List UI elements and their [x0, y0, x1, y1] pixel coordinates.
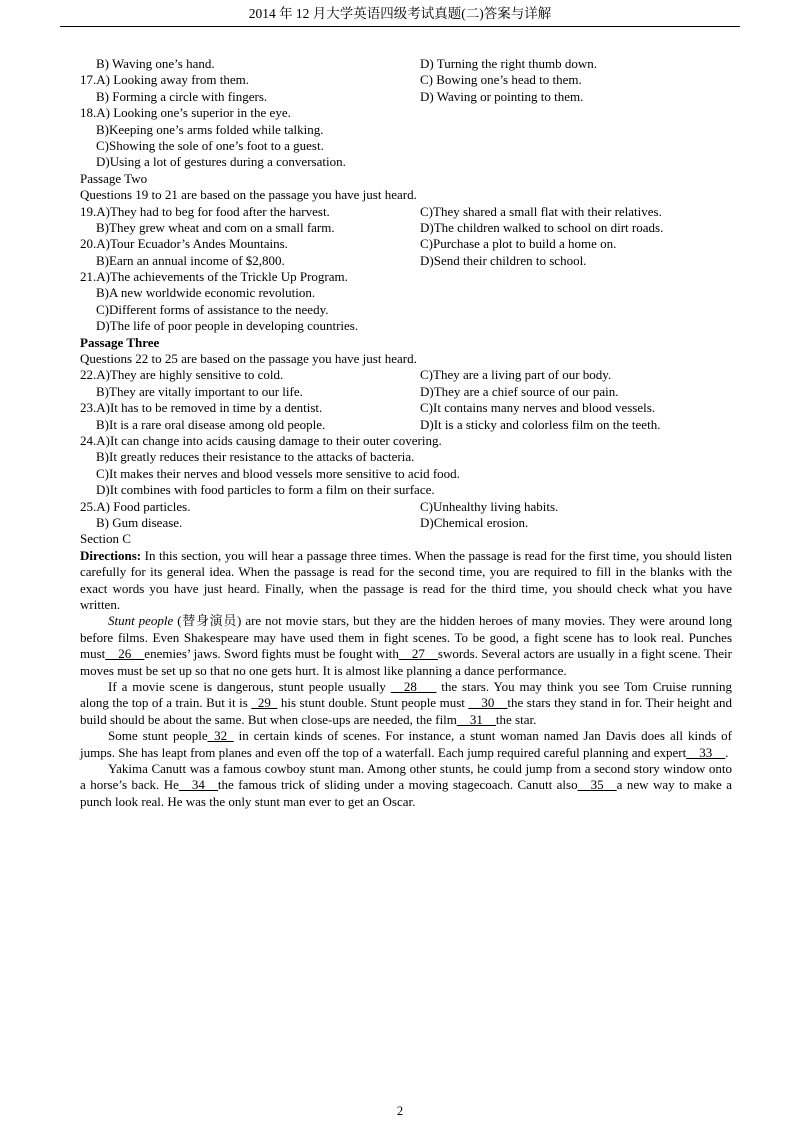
row-text-left: C)Showing the sole of one’s foot to a guest.	[96, 137, 324, 153]
term-stunt-people: Stunt people	[108, 613, 174, 629]
question-row	[80, 433, 732, 449]
question-row	[80, 105, 732, 121]
question-row	[80, 56, 732, 72]
text: a new way to make a punch look real. He was the only stunt man ever to get an Oscar.	[80, 777, 732, 809]
text: the stars. You may think you see Tom Cruise running along the top of a train. But it is	[80, 678, 732, 711]
row-text-left: Section C	[80, 531, 131, 547]
row-text-left: B) Waving one’s hand.	[96, 56, 215, 71]
question-row	[80, 122, 732, 138]
page-header: 2014 年 12 月大学英语四级考试真题(二)答案与详解	[60, 4, 740, 27]
row-text-left: C)It makes their nerves and blood vessels more sensitive to acid food.	[96, 465, 460, 481]
row-text-right: C)Purchase a plot to build a home on.	[420, 236, 617, 252]
passage-paragraph-3	[80, 728, 732, 761]
passage-paragraph-1	[80, 613, 732, 679]
row-text-left: B) Forming a circle with fingers.	[96, 88, 268, 104]
blank-35: __35__	[577, 777, 617, 793]
question-row	[80, 499, 732, 515]
question-row	[80, 236, 732, 252]
row-text-right: D)Chemical erosion.	[420, 514, 529, 530]
text: his stunt double. Stunt people must	[277, 695, 469, 711]
passage-paragraph-2	[80, 679, 732, 728]
blank-32: _32_	[207, 728, 234, 744]
question-row	[80, 72, 732, 88]
row-text-right: D)The children walked to school on dirt roads.	[420, 219, 664, 235]
question-row	[80, 466, 732, 482]
question-row	[80, 384, 732, 400]
text: enemies’ jaws. Sword fights must be fought with	[144, 646, 399, 662]
row-text-left: B)They grew wheat and com on a small farm.	[96, 219, 335, 235]
text: .	[725, 744, 729, 760]
directions-paragraph	[80, 548, 732, 614]
row-text-right: C)They are a living part of our body.	[420, 367, 612, 383]
question-row	[80, 302, 732, 318]
directions-text: In this section, you will hear a passage three times. When the passage is read for the first time, you should listen carefully for its general idea. When the passage is read for the second time, you are required to fill in the blanks with the exact words you have just heard. Finally, when the passage is read for the third time, you should check what you have written.	[80, 547, 732, 612]
row-text-left: 23.A)It has to be removed in time by a dentist.	[80, 400, 323, 416]
passage-paragraph-4	[80, 761, 732, 810]
text: the famous trick of sliding under a moving stagecoach. Canutt also	[217, 777, 578, 793]
question-row	[80, 367, 732, 383]
question-row	[80, 482, 732, 498]
row-text-left: Questions 22 to 25 are based on the passage you have just heard.	[80, 351, 417, 367]
row-text-left: B)It greatly reduces their resistance to the attacks of bacteria.	[96, 449, 415, 465]
text: swords. Several actors are usually in a fight scene. Their moves must be set up so that no one gets hurt. It is almost like planning a dance performance.	[80, 646, 732, 678]
question-list	[80, 56, 732, 548]
row-text-right: D)Send their children to school.	[420, 252, 587, 268]
question-row	[80, 204, 732, 220]
blank-33: __33__	[686, 744, 726, 760]
question-row	[80, 253, 732, 269]
question-row	[80, 449, 732, 465]
row-text-left: B) Gum disease.	[96, 514, 183, 530]
row-text-left: C)Different forms of assistance to the needy.	[96, 301, 329, 317]
question-row	[80, 531, 732, 547]
question-row	[80, 351, 732, 367]
text: the stars they stand in for. Their height and build should be about the same. But when close-ups are needed, the film	[80, 695, 732, 727]
question-row	[80, 154, 732, 170]
row-text-right: C)Unhealthy living habits.	[420, 498, 559, 514]
row-text-left: 22.A)They are highly sensitive to cold.	[80, 367, 284, 383]
question-row	[80, 269, 732, 285]
blank-30: __30__	[468, 695, 508, 711]
question-row	[80, 400, 732, 416]
row-text-right: C)It contains many nerves and blood vessels.	[420, 400, 656, 416]
directions-label: Directions:	[80, 547, 142, 563]
question-row	[80, 515, 732, 531]
row-text-left: 25.A) Food particles.	[80, 498, 191, 514]
row-text-right: D)It is a sticky and colorless film on the teeth.	[420, 416, 661, 432]
row-text-left: B)A new worldwide economic revolution.	[96, 285, 316, 301]
row-text-left: D)It combines with food particles to form a film on their surface.	[96, 482, 435, 498]
row-text-left: B)Keeping one’s arms folded while talking.	[96, 121, 324, 137]
question-row	[80, 417, 732, 433]
row-text-left: Passage Two	[80, 170, 148, 186]
blank-29: _29_	[251, 695, 278, 711]
text: in certain kinds of scenes. For instance, a stunt woman named Jan Davis does all kinds of jumps. She has leapt from planes and even off the top of a waterfall. Each jump required careful planning and expert	[80, 728, 732, 760]
chinese-gloss: (替身演员)	[173, 613, 242, 629]
row-text-right: D) Turning the right thumb down.	[420, 56, 597, 71]
row-text-left: B)Earn an annual income of $2,800.	[96, 252, 285, 268]
row-text-right: C)They shared a small flat with their relatives.	[420, 203, 662, 219]
row-text-right: D) Waving or pointing to them.	[420, 88, 584, 104]
row-text-left: Passage Three	[80, 334, 160, 350]
text: are not movie stars, but they are the hidden heroes of many movies. They were around long before films. Even Shakespeare may have used them in fight scenes. To be good, a fight scene has to look real. Punches must	[80, 613, 732, 662]
text: Some stunt people	[108, 728, 208, 744]
question-row	[80, 220, 732, 236]
row-text-left: D)The life of poor people in developing countries.	[96, 318, 359, 334]
row-text-left: 17.A) Looking away from them.	[80, 72, 249, 88]
document-body	[80, 56, 732, 810]
blank-28: __28___	[390, 678, 437, 694]
blank-26: __26__	[105, 646, 145, 662]
page-number: 2	[396, 1104, 404, 1118]
question-row	[80, 138, 732, 154]
blank-27: __27__	[398, 646, 438, 662]
question-row	[80, 171, 732, 187]
question-row	[80, 318, 732, 334]
row-text-left: 21.A)The achievements of the Trickle Up Program.	[80, 269, 348, 285]
row-text-right: C) Bowing one’s head to them.	[420, 72, 582, 88]
row-text-left: B)They are vitally important to our life.	[96, 383, 303, 399]
blank-31: __31__	[456, 711, 496, 727]
text: If a movie scene is dangerous, stunt people usually	[108, 678, 391, 694]
row-text-left: 20.A)Tour Ecuador’s Andes Mountains.	[80, 236, 288, 252]
row-text-left: 19.A)They had to beg for food after the harvest.	[80, 203, 330, 219]
question-row	[80, 187, 732, 203]
row-text-left: B)It is a rare oral disease among old people.	[96, 416, 326, 432]
row-text-right: D)They are a chief source of our pain.	[420, 383, 619, 399]
row-text-left: Questions 19 to 21 are based on the passage you have just heard.	[80, 187, 417, 203]
row-text-left: 24.A)It can change into acids causing damage to their outer covering.	[80, 432, 442, 448]
text: Yakima Canutt was a famous cowboy stunt man. Among other stunts, he could jump from a second story window onto a horse’s back. He	[80, 761, 732, 793]
row-text-left: 18.A) Looking one’s superior in the eye.	[80, 105, 291, 121]
text: the star.	[495, 711, 537, 727]
question-row	[80, 335, 732, 351]
question-row	[80, 89, 732, 105]
row-text-left: D)Using a lot of gestures during a conversation.	[96, 154, 346, 170]
question-row	[80, 285, 732, 301]
blank-34: __34__	[178, 777, 218, 793]
